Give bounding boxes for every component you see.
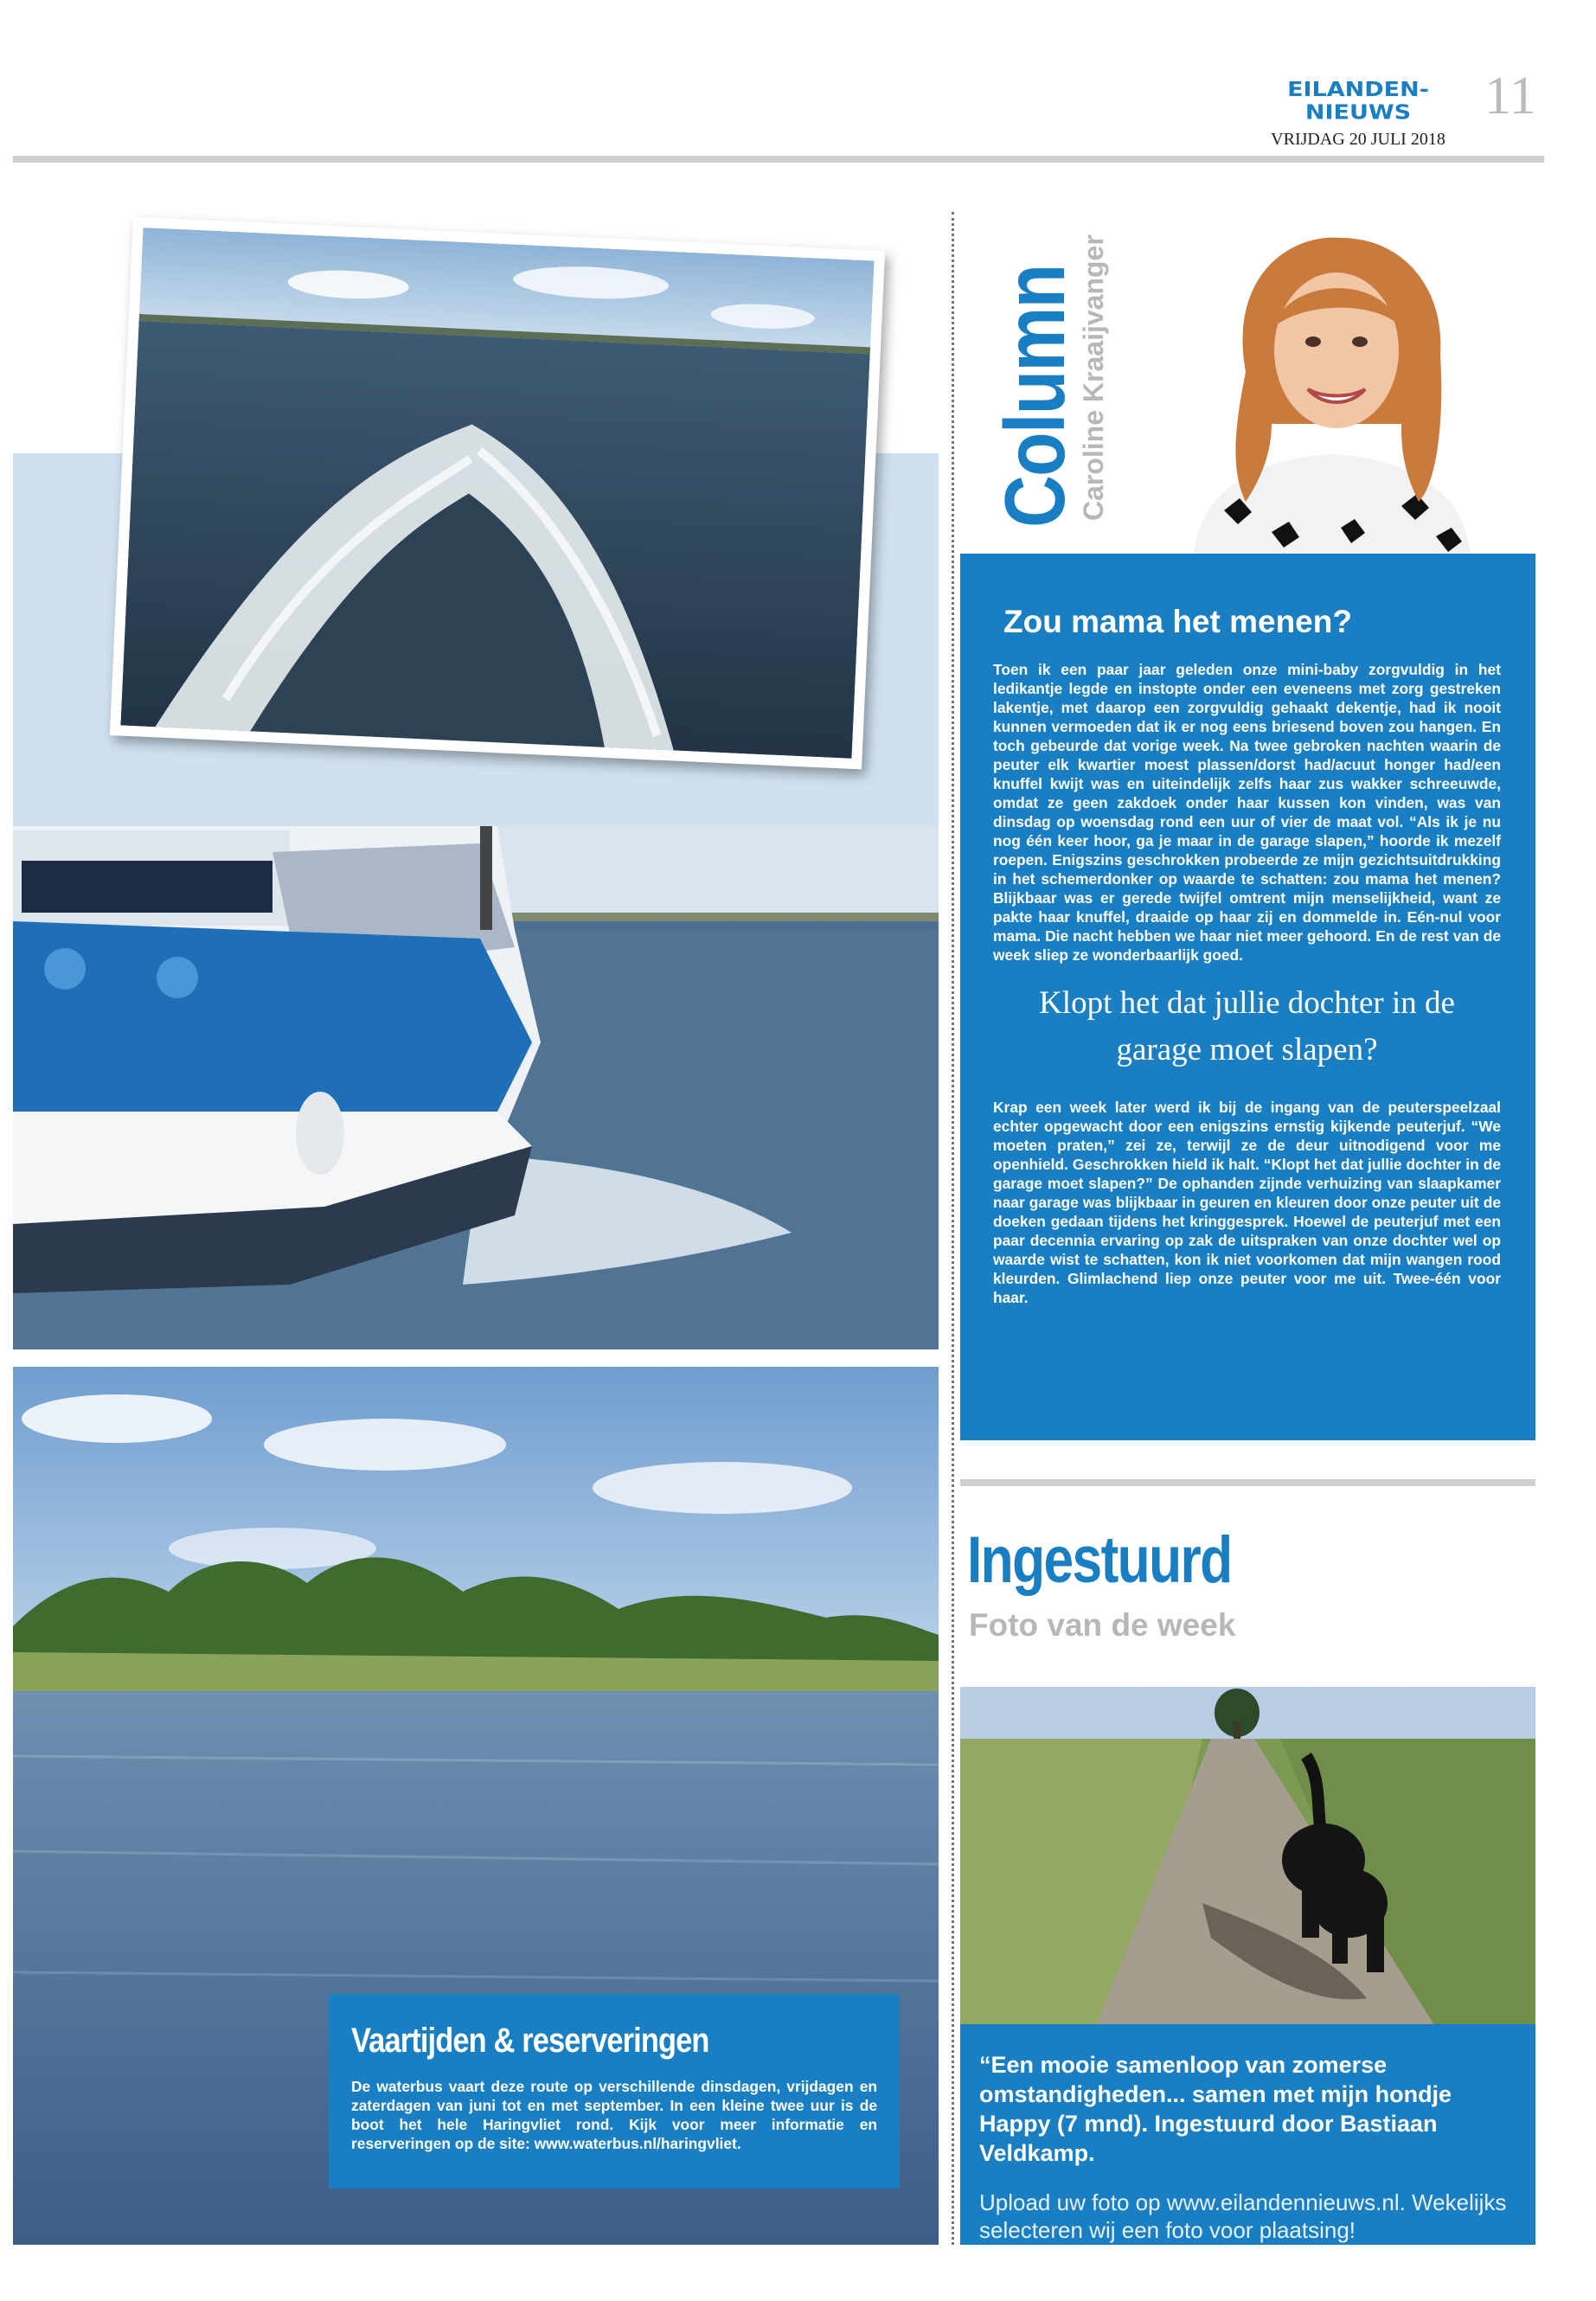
sailing-times-box bbox=[329, 1994, 900, 2189]
column-label: Column bbox=[987, 265, 1082, 528]
water-bus-photo bbox=[13, 826, 939, 1349]
header-divider bbox=[13, 156, 1544, 163]
column-paragraph-1: Toen ik een paar jaar geleden onze mini-baby zorgvuldig in het ledikantje legde en instopte onder een eveneens met zorg gestreken lakentje, met daarop een zorgvuldig gehaakt dekentje, had ik nooit kunnen vermoeden dat ik er nog eens briesend boven zou hangen. En toch gebeurde dat vorige week. Na twee gebroken nachten waarin de peuter elk kwartier moest plassen/dorst had/acuut honger had/een knuffel kwijt was en uiteindelijk zelfs haar zus wakker schreeuwde, omdat ze geen zakdoek onder haar kussen kon vinden, was van dinsdag op woensdag rond een uur of vier de maat vol. “Als ik je nu nog één keer hoor, ga je maar in de garage slapen,” hoorde ik mezelf roepen. Enigszins geschrokken probeerde ze mijn gezichtsuitdrukking in het schemerdonker op waarde te schatten: zou mama het menen? Blijkbaar was er gerede twijfel omtrent mijn menselijkheid, want ze pakte haar knuffel, draaide op haar zij en dommelde in. Eén-nul voor mama. Die nacht hebben we haar niet meer gehoord. En de rest van de week sliep ze wonderbaarlijk goed. bbox=[993, 661, 1501, 964]
page-number: 11 bbox=[1484, 67, 1536, 125]
dog-on-road-photo bbox=[960, 1687, 1535, 2041]
masthead bbox=[1246, 74, 1471, 150]
boat-wake-photo bbox=[110, 217, 885, 770]
issue-date: VRIJDAG 20 JULI 2018 bbox=[1271, 130, 1445, 149]
sailing-times-body: De waterbus vaart deze route op verschillende dinsdagen, vrijdagen en zaterdagen van juni tot en met september. In een kleine twee uur is de boot het hele Haringvliet rond. Kijk voor meer informatie en reserveringen op de site: www.waterbus.nl/haringvliet. bbox=[351, 2078, 877, 2152]
column-article bbox=[960, 554, 1535, 1440]
column-separator bbox=[952, 212, 954, 2245]
submitted-heading: Ingestuurd bbox=[967, 1523, 1232, 1597]
newspaper-logo: EILANDEN-NIEUWS bbox=[1287, 78, 1429, 125]
upload-note: Upload uw foto op www.eilandennieuws.nl. Wekelijks selecteren wij een foto voor plaatsing! bbox=[979, 2189, 1507, 2243]
column-title: Zou mama het menen? bbox=[1003, 604, 1352, 639]
sailing-times-title: Vaartijden & reserveringen bbox=[351, 2022, 709, 2060]
photo-of-week-subheading: Foto van de week bbox=[969, 1607, 1236, 1643]
photo-caption-box bbox=[960, 2024, 1535, 2245]
photo-caption: “Een mooie samenloop van zomerse omstandigheden... samen met mijn hondje Happy (7 mnd). Ingestuurd door Bastiaan Veldkamp. bbox=[979, 2052, 1452, 2166]
column-paragraph-2: Krap een week later werd ik bij de ingang van de peuterspeelzaal echter opgewacht door een enigszins ernstig kijkende peuterjuf. “We moeten praten,” zei ze, terwijl ze de deur uitnodigend voor me openhield. Geschrokken hield ik halt. “Klopt het dat jullie dochter in de garage moet slapen?” De ophanden zijnde verhuizing van slaapkamer naar garage was blijkbaar in geuren en kleuren door onze peuter uit de doeken gedaan tijdens het kringgesprek. Hoewel de peuterjuf met een paar decennia ervaring op zak de uitspraken van onze dochter wel op waarde wist te schatten, kon ik niet voorkomen dat mijn wangen rood kleurden. Glimlachend liep onze peuter voor me uit. Twee-één voor haar. bbox=[993, 1099, 1501, 1306]
column-pull-quote: Klopt het dat jullie dochter in de garage moet slapen? bbox=[1039, 985, 1455, 1067]
column-author: Caroline Kraaijvanger bbox=[1078, 234, 1109, 521]
section-divider bbox=[960, 1479, 1535, 1486]
author-portrait bbox=[1142, 225, 1522, 554]
